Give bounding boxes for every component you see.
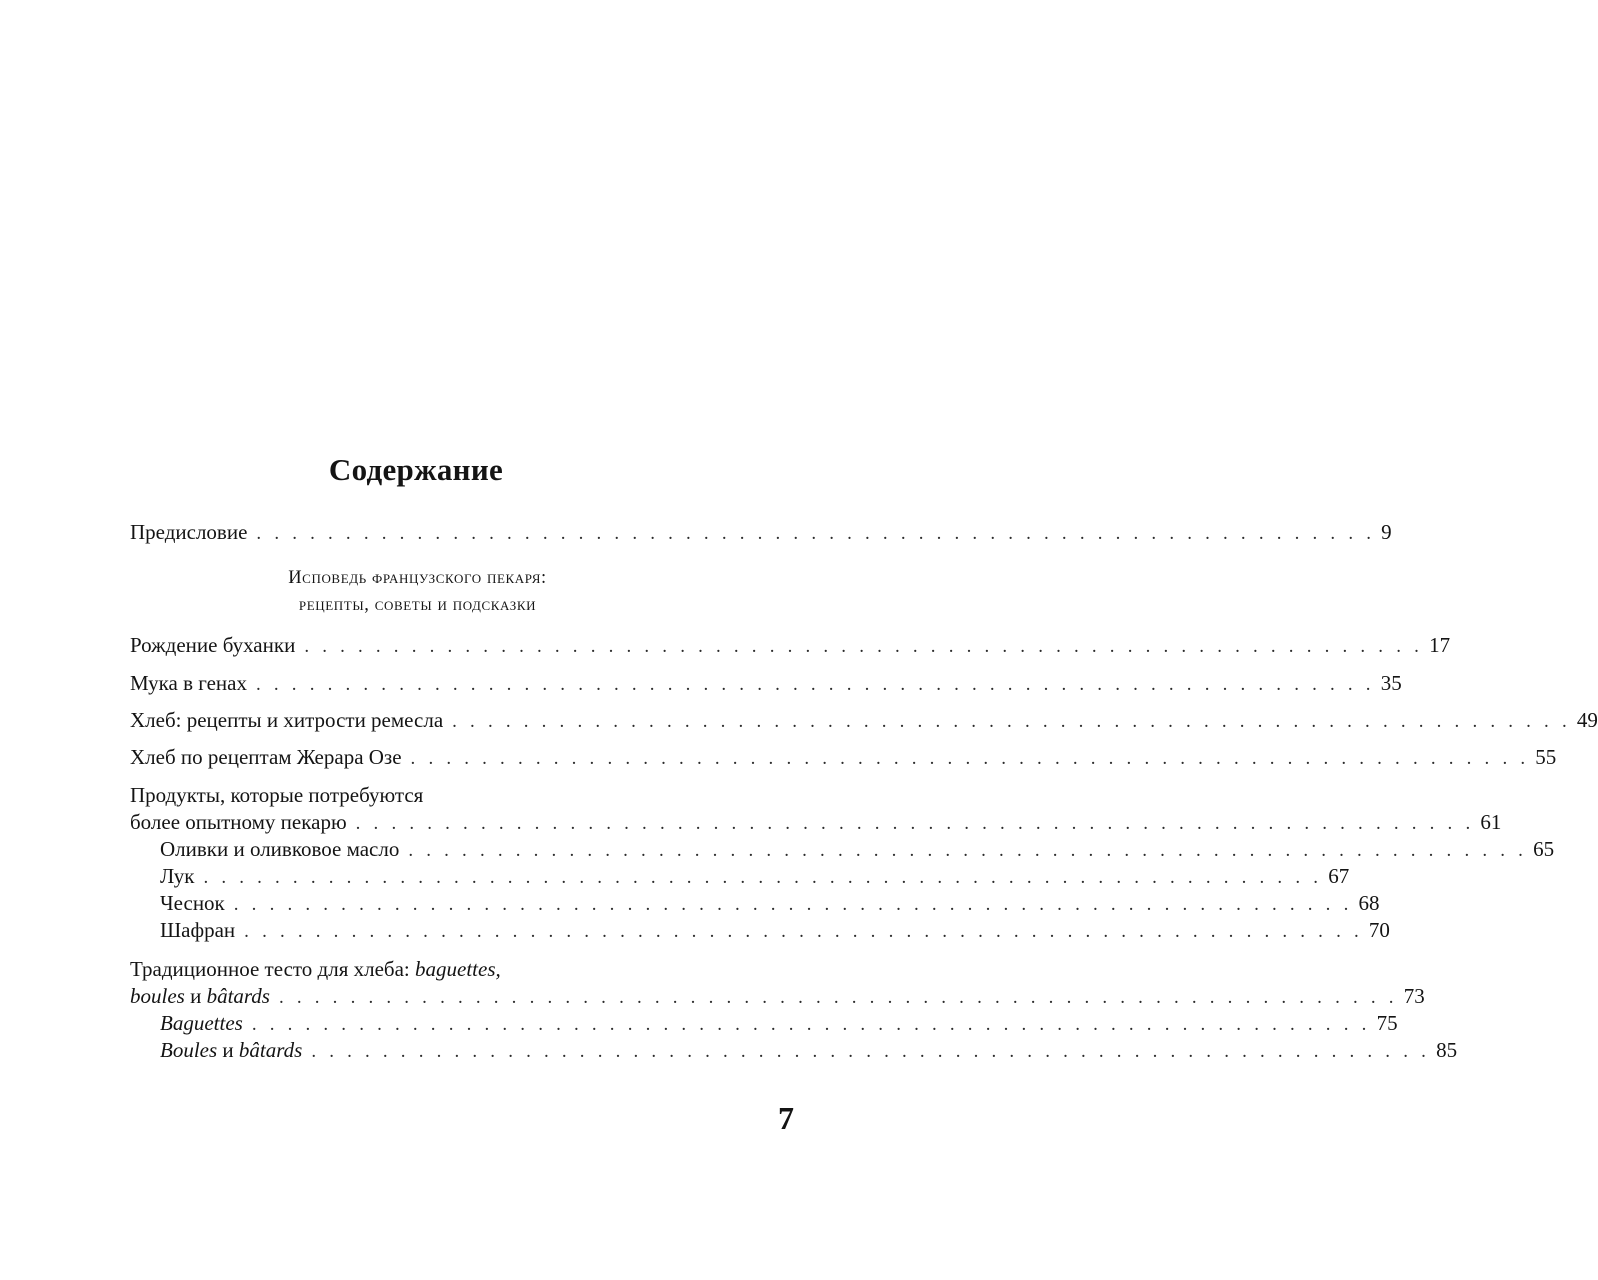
- dot-leader: . . . . . . . . . . . . . . . . . . . . . . . . . . . . . . . . . . . . . . . . . . . . . . . . . . . . . . . . . . . . . . .: [452, 711, 1571, 732]
- dot-leader: . . . . . . . . . . . . . . . . . . . . . . . . . . . . . . . . . . . . . . . . . . . . . . . . . . . . . . . . . . . . . . .: [203, 867, 1323, 888]
- toc-entry-label: [130, 982, 270, 1010]
- toc-entry-page: 70: [1368, 918, 1390, 942]
- page-number: 7: [778, 1100, 794, 1136]
- section-heading-line2: рецепты, советы и подсказки: [298, 595, 537, 615]
- section-heading-line1: Исповедь французского пекаря:: [288, 568, 547, 588]
- toc-subentry-garlic[interactable]: [160, 889, 1380, 917]
- toc-entry-page: 49: [1576, 708, 1598, 732]
- toc-entry-preface[interactable]: [130, 518, 1392, 546]
- toc-entry-page: 17: [1429, 633, 1451, 657]
- toc-entry-page: 85: [1436, 1038, 1458, 1062]
- toc-entry-page: 9: [1381, 520, 1392, 544]
- toc-entry-traditional-dough[interactable]: [130, 982, 1425, 1010]
- dot-leader: . . . . . . . . . . . . . . . . . . . . . . . . . . . . . . . . . . . . . . . . . . . . . . . . . . . . . . . . . . . . . . .: [311, 1041, 1431, 1062]
- toc-entry-page: 73: [1403, 984, 1425, 1008]
- dot-leader: . . . . . . . . . . . . . . . . . . . . . . . . . . . . . . . . . . . . . . . . . . . . . . . . . . . . . . . . . . . . . . .: [251, 1014, 1371, 1035]
- toc-entry-label: Хлеб по рецептам Жерара Озе: [130, 745, 402, 769]
- dot-leader: . . . . . . . . . . . . . . . . . . . . . . . . . . . . . . . . . . . . . . . . . . . . . . . . . . . . . . . . . . . . . . .: [304, 636, 1424, 657]
- toc-entry-italic: baguettes,: [415, 957, 501, 981]
- toc-subentry-onion[interactable]: [160, 862, 1350, 890]
- dot-leader: . . . . . . . . . . . . . . . . . . . . . . . . . . . . . . . . . . . . . . . . . . . . . . . . . . . . . . . . . . . . . . .: [244, 921, 1363, 942]
- toc-entry-italic: Baguettes: [160, 1011, 243, 1035]
- page-title: Содержание: [328, 452, 504, 487]
- toc-entry-label: Мука в генах: [130, 671, 247, 695]
- toc-entry-italic: bâtards: [206, 984, 270, 1008]
- toc-entry-label: Шафран: [160, 918, 236, 942]
- toc-entry-page: 61: [1480, 810, 1502, 834]
- toc-entry-label: Рождение буханки: [130, 633, 296, 657]
- toc-entry-conjunction: и: [184, 984, 207, 1008]
- toc-entry-text: Традиционное тесто для хлеба:: [130, 957, 416, 981]
- toc-entry-page: 55: [1535, 745, 1557, 769]
- toc-entry-page: 68: [1358, 891, 1380, 915]
- toc-subentry-boules-batards[interactable]: [160, 1036, 1458, 1064]
- toc-entry-conjunction: и: [217, 1038, 239, 1062]
- dot-leader: . . . . . . . . . . . . . . . . . . . . . . . . . . . . . . . . . . . . . . . . . . . . . . . . . . . . . . . . . . . . . . .: [256, 674, 1375, 695]
- dot-leader: . . . . . . . . . . . . . . . . . . . . . . . . . . . . . . . . . . . . . . . . . . . . . . . . . . . . . . . . . . . . . . .: [233, 894, 1353, 915]
- dot-leader: . . . . . . . . . . . . . . . . . . . . . . . . . . . . . . . . . . . . . . . . . . . . . . . . . . . . . . . . . . . . . . .: [355, 813, 1475, 834]
- toc-entry-page: 75: [1376, 1011, 1398, 1035]
- toc-entry-italic: bâtards: [238, 1038, 303, 1062]
- toc-entry-label: Чеснок: [160, 891, 225, 915]
- toc-entry-label: Лук: [160, 864, 195, 888]
- toc-entry-label: [160, 1009, 243, 1037]
- toc-entry-label: более опытному пекарю: [130, 810, 347, 834]
- toc-entry-products[interactable]: [130, 808, 1502, 836]
- toc-entry-flour-in-genes[interactable]: [130, 669, 1402, 697]
- toc-entry-label: Оливки и оливковое масло: [160, 837, 400, 861]
- dot-leader: . . . . . . . . . . . . . . . . . . . . . . . . . . . . . . . . . . . . . . . . . . . . . . . . . . . . . . . . . . . . . . .: [410, 748, 1530, 769]
- dot-leader: . . . . . . . . . . . . . . . . . . . . . . . . . . . . . . . . . . . . . . . . . . . . . . . . . . . . . . . . . . . . . . .: [256, 523, 1376, 544]
- toc-entry-page: 35: [1380, 671, 1402, 695]
- toc-entry-gerard-auzet[interactable]: [130, 743, 1557, 771]
- toc-entry-label: [160, 1036, 302, 1064]
- toc-subentry-baguettes[interactable]: [160, 1009, 1398, 1037]
- toc-entry-italic: Boules: [160, 1038, 218, 1062]
- toc-subentry-olives[interactable]: [160, 835, 1555, 863]
- toc-entry-products-line1[interactable]: Продукты, которые потребуются: [130, 783, 424, 807]
- toc-entry-italic: boules: [130, 984, 185, 1008]
- toc-entry-label: Предисловие: [130, 520, 248, 544]
- toc-entry-label: Хлеб: рецепты и хитрости ремесла: [130, 708, 444, 732]
- dot-leader: . . . . . . . . . . . . . . . . . . . . . . . . . . . . . . . . . . . . . . . . . . . . . . . . . . . . . . . . . . . . . . .: [408, 840, 1528, 861]
- dot-leader: . . . . . . . . . . . . . . . . . . . . . . . . . . . . . . . . . . . . . . . . . . . . . . . . . . . . . . . . . . . . . . .: [278, 987, 1398, 1008]
- toc-entry-traditional-dough-line1[interactable]: [130, 955, 705, 983]
- toc-entry-birth-of-loaf[interactable]: [130, 631, 1451, 659]
- toc-entry-bread-recipes[interactable]: [130, 706, 1598, 734]
- toc-subentry-saffron[interactable]: [160, 916, 1390, 944]
- toc-entry-page: 67: [1328, 864, 1350, 888]
- toc-entry-page: 65: [1533, 837, 1555, 861]
